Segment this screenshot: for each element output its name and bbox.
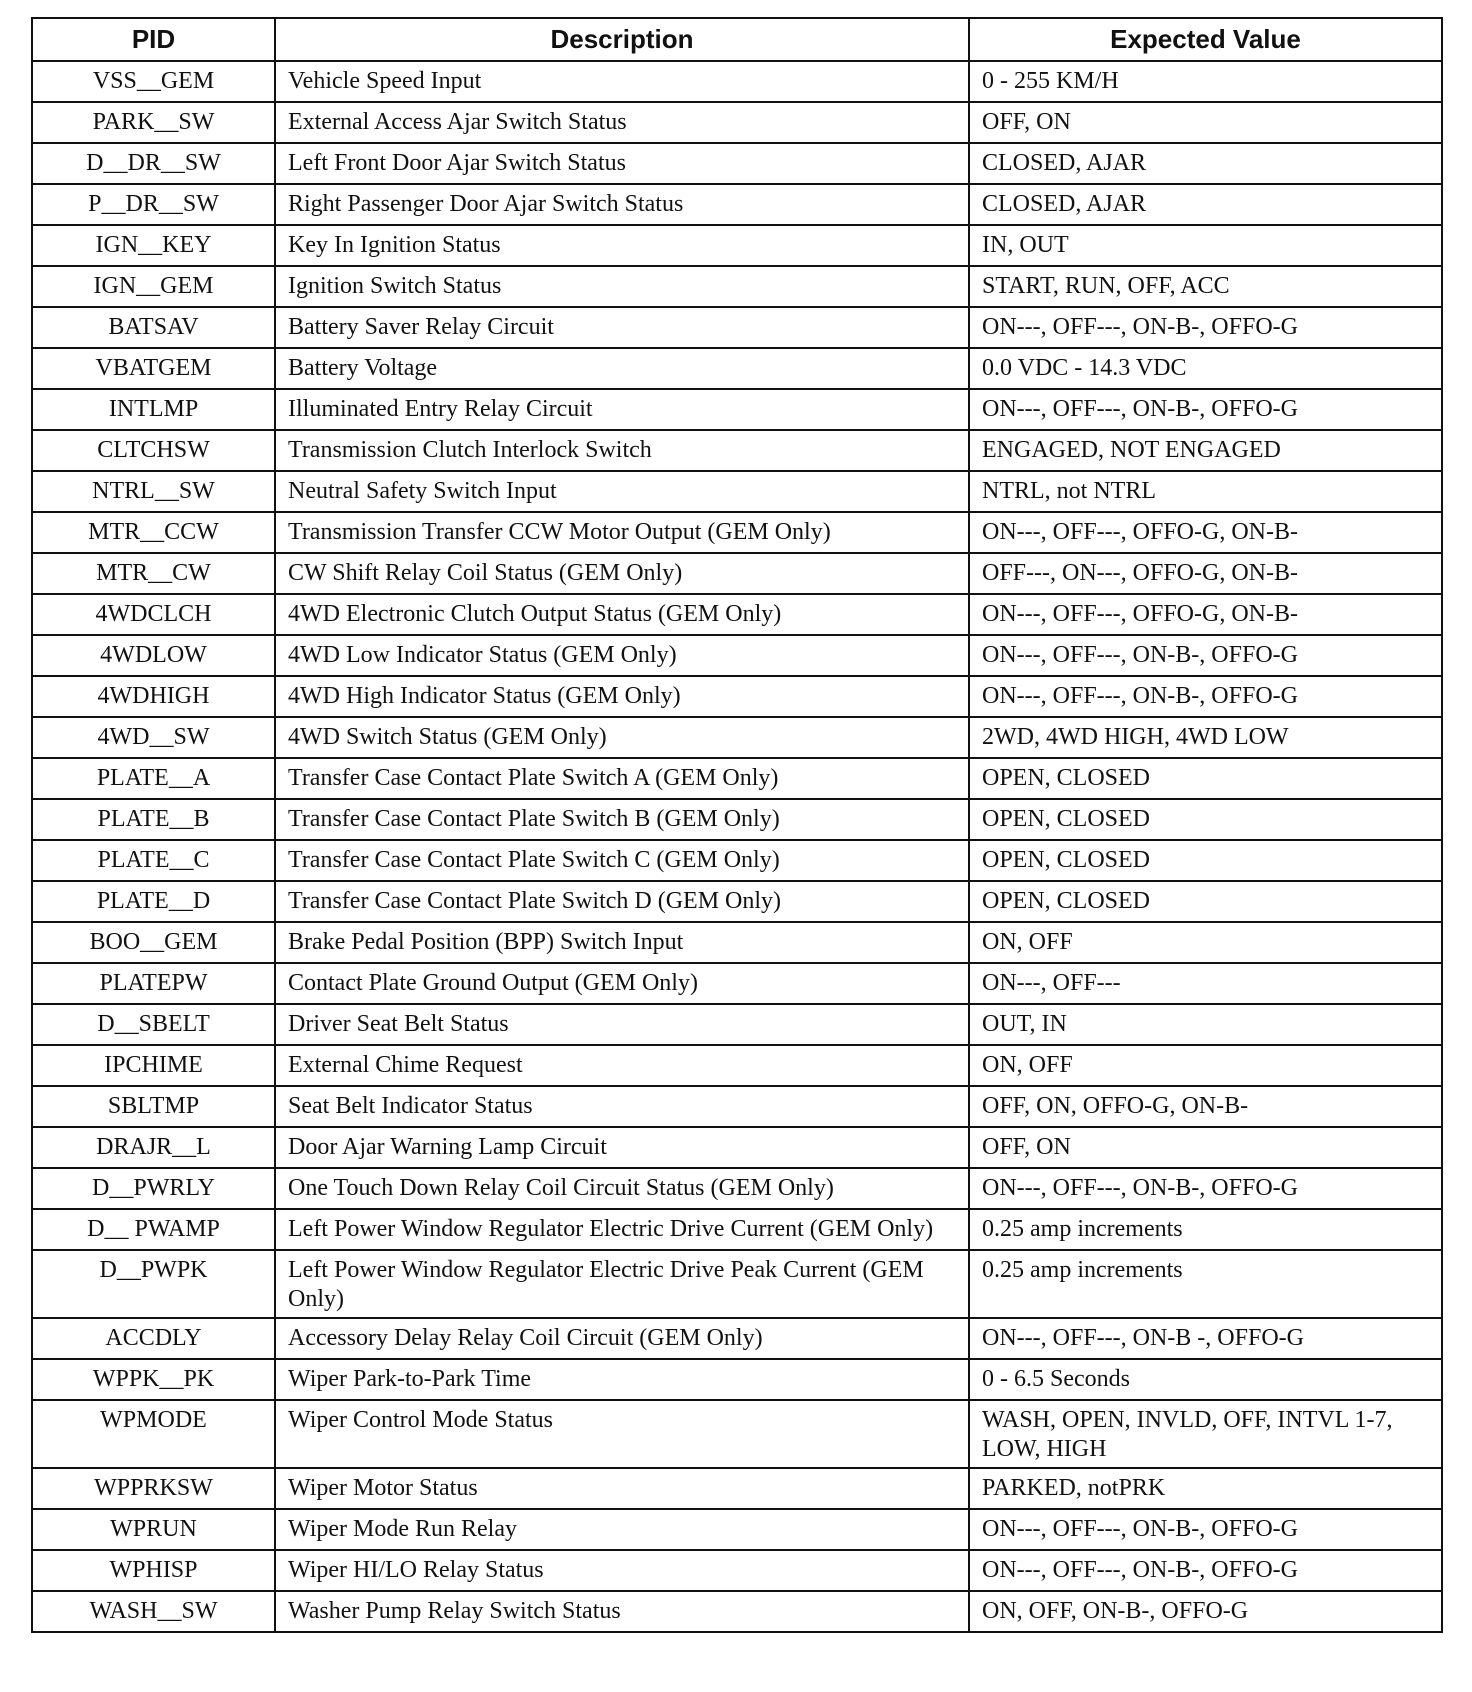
table-row xyxy=(32,1168,1442,1209)
cell-description: Vehicle Speed Input xyxy=(275,61,969,102)
cell-pid: IGN__KEY xyxy=(32,225,275,266)
table-row xyxy=(32,1127,1442,1168)
cell-description: Wiper Park-to-Park Time xyxy=(275,1359,969,1400)
table-body xyxy=(32,61,1442,1632)
cell-description: CW Shift Relay Coil Status (GEM Only) xyxy=(275,553,969,594)
cell-expected-value: CLOSED, AJAR xyxy=(969,143,1442,184)
cell-pid: 4WDCLCH xyxy=(32,594,275,635)
cell-pid: D__PWRLY xyxy=(32,1168,275,1209)
table-row xyxy=(32,430,1442,471)
cell-pid: 4WDLOW xyxy=(32,635,275,676)
cell-expected-value: ENGAGED, NOT ENGAGED xyxy=(969,430,1442,471)
cell-expected-value: ON, OFF xyxy=(969,922,1442,963)
cell-pid: P__DR__SW xyxy=(32,184,275,225)
cell-description: Illuminated Entry Relay Circuit xyxy=(275,389,969,430)
cell-description: Wiper Control Mode Status xyxy=(275,1400,969,1468)
cell-expected-value: ON---, OFF---, ON-B-, OFFO-G xyxy=(969,1168,1442,1209)
cell-expected-value: ON---, OFF--- xyxy=(969,963,1442,1004)
table-row xyxy=(32,512,1442,553)
cell-description: Driver Seat Belt Status xyxy=(275,1004,969,1045)
cell-pid: BATSAV xyxy=(32,307,275,348)
cell-description: 4WD High Indicator Status (GEM Only) xyxy=(275,676,969,717)
cell-expected-value: ON---, OFF---, ON-B-, OFFO-G xyxy=(969,635,1442,676)
cell-expected-value: ON---, OFF---, OFFO-G, ON-B- xyxy=(969,594,1442,635)
cell-expected-value: WASH, OPEN, INVLD, OFF, INTVL 1-7, LOW, HIGH xyxy=(969,1400,1442,1468)
cell-description: Wiper Mode Run Relay xyxy=(275,1509,969,1550)
cell-description: Battery Voltage xyxy=(275,348,969,389)
table-row xyxy=(32,225,1442,266)
cell-pid: INTLMP xyxy=(32,389,275,430)
table-row xyxy=(32,1045,1442,1086)
cell-description: Left Power Window Regulator Electric Drive Current (GEM Only) xyxy=(275,1209,969,1250)
table-header-row xyxy=(32,18,1442,61)
table-row xyxy=(32,1318,1442,1359)
cell-pid: VBATGEM xyxy=(32,348,275,389)
header-description: Description xyxy=(275,18,969,61)
cell-pid: BOO__GEM xyxy=(32,922,275,963)
cell-pid: WPPRKSW xyxy=(32,1468,275,1509)
cell-pid: PLATE__D xyxy=(32,881,275,922)
table-row xyxy=(32,1509,1442,1550)
cell-description: Seat Belt Indicator Status xyxy=(275,1086,969,1127)
cell-description: Left Front Door Ajar Switch Status xyxy=(275,143,969,184)
cell-description: 4WD Electronic Clutch Output Status (GEM Only) xyxy=(275,594,969,635)
cell-expected-value: OFF, ON xyxy=(969,102,1442,143)
cell-expected-value: ON, OFF, ON-B-, OFFO-G xyxy=(969,1591,1442,1632)
cell-expected-value: 0.25 amp increments xyxy=(969,1250,1442,1318)
table-row xyxy=(32,143,1442,184)
cell-expected-value: OFF, ON, OFFO-G, ON-B- xyxy=(969,1086,1442,1127)
cell-pid: CLTCHSW xyxy=(32,430,275,471)
cell-description: External Access Ajar Switch Status xyxy=(275,102,969,143)
cell-pid: IPCHIME xyxy=(32,1045,275,1086)
cell-pid: MTR__CCW xyxy=(32,512,275,553)
cell-expected-value: CLOSED, AJAR xyxy=(969,184,1442,225)
cell-description: 4WD Low Indicator Status (GEM Only) xyxy=(275,635,969,676)
cell-expected-value: ON---, OFF---, OFFO-G, ON-B- xyxy=(969,512,1442,553)
table-row xyxy=(32,471,1442,512)
cell-pid: 4WDHIGH xyxy=(32,676,275,717)
table-row xyxy=(32,266,1442,307)
cell-expected-value: OPEN, CLOSED xyxy=(969,758,1442,799)
cell-description: External Chime Request xyxy=(275,1045,969,1086)
cell-description: One Touch Down Relay Coil Circuit Status (GEM Only) xyxy=(275,1168,969,1209)
table-row xyxy=(32,717,1442,758)
cell-pid: ACCDLY xyxy=(32,1318,275,1359)
table-row xyxy=(32,676,1442,717)
table-row xyxy=(32,102,1442,143)
table-row xyxy=(32,1359,1442,1400)
cell-description: Transfer Case Contact Plate Switch A (GEM Only) xyxy=(275,758,969,799)
cell-description: Transfer Case Contact Plate Switch C (GEM Only) xyxy=(275,840,969,881)
cell-pid: D__ PWAMP xyxy=(32,1209,275,1250)
table-row xyxy=(32,1250,1442,1318)
cell-expected-value: NTRL, not NTRL xyxy=(969,471,1442,512)
table-row xyxy=(32,1209,1442,1250)
cell-description: Washer Pump Relay Switch Status xyxy=(275,1591,969,1632)
cell-description: Ignition Switch Status xyxy=(275,266,969,307)
cell-description: Wiper HI/LO Relay Status xyxy=(275,1550,969,1591)
table-row xyxy=(32,1400,1442,1468)
cell-pid: WPHISP xyxy=(32,1550,275,1591)
cell-pid: VSS__GEM xyxy=(32,61,275,102)
cell-description: Transmission Transfer CCW Motor Output (GEM Only) xyxy=(275,512,969,553)
table-row xyxy=(32,840,1442,881)
header-expected-value: Expected Value xyxy=(969,18,1442,61)
cell-description: Transfer Case Contact Plate Switch D (GEM Only) xyxy=(275,881,969,922)
table-row xyxy=(32,1591,1442,1632)
cell-description: Battery Saver Relay Circuit xyxy=(275,307,969,348)
cell-description: Door Ajar Warning Lamp Circuit xyxy=(275,1127,969,1168)
table-row xyxy=(32,635,1442,676)
cell-pid: WASH__SW xyxy=(32,1591,275,1632)
table-row xyxy=(32,389,1442,430)
cell-expected-value: 0 - 255 KM/H xyxy=(969,61,1442,102)
cell-pid: PLATE__C xyxy=(32,840,275,881)
cell-description: Brake Pedal Position (BPP) Switch Input xyxy=(275,922,969,963)
cell-expected-value: OPEN, CLOSED xyxy=(969,799,1442,840)
header-pid: PID xyxy=(32,18,275,61)
cell-pid: WPRUN xyxy=(32,1509,275,1550)
cell-description: Transfer Case Contact Plate Switch B (GEM Only) xyxy=(275,799,969,840)
cell-expected-value: ON---, OFF---, ON-B-, OFFO-G xyxy=(969,307,1442,348)
table-row xyxy=(32,963,1442,1004)
cell-pid: MTR__CW xyxy=(32,553,275,594)
cell-pid: 4WD__SW xyxy=(32,717,275,758)
cell-pid: D__DR__SW xyxy=(32,143,275,184)
cell-expected-value: ON---, OFF---, ON-B -, OFFO-G xyxy=(969,1318,1442,1359)
cell-pid: WPPK__PK xyxy=(32,1359,275,1400)
table-row xyxy=(32,553,1442,594)
table-row xyxy=(32,61,1442,102)
table-row xyxy=(32,922,1442,963)
table-row xyxy=(32,184,1442,225)
cell-pid: DRAJR__L xyxy=(32,1127,275,1168)
table-row xyxy=(32,1550,1442,1591)
cell-pid: D__SBELT xyxy=(32,1004,275,1045)
cell-description: 4WD Switch Status (GEM Only) xyxy=(275,717,969,758)
cell-description: Key In Ignition Status xyxy=(275,225,969,266)
table-row xyxy=(32,1468,1442,1509)
table-row xyxy=(32,1004,1442,1045)
cell-expected-value: OFF, ON xyxy=(969,1127,1442,1168)
cell-expected-value: ON---, OFF---, ON-B-, OFFO-G xyxy=(969,1550,1442,1591)
pid-table-sheet xyxy=(31,17,1441,1633)
cell-description: Right Passenger Door Ajar Switch Status xyxy=(275,184,969,225)
cell-expected-value: ON---, OFF---, ON-B-, OFFO-G xyxy=(969,1509,1442,1550)
cell-description: Contact Plate Ground Output (GEM Only) xyxy=(275,963,969,1004)
cell-pid: SBLTMP xyxy=(32,1086,275,1127)
cell-expected-value: OPEN, CLOSED xyxy=(969,881,1442,922)
cell-description: Accessory Delay Relay Coil Circuit (GEM Only) xyxy=(275,1318,969,1359)
cell-expected-value: OUT, IN xyxy=(969,1004,1442,1045)
cell-pid: WPMODE xyxy=(32,1400,275,1468)
cell-pid: D__PWPK xyxy=(32,1250,275,1318)
table-row xyxy=(32,348,1442,389)
cell-pid: NTRL__SW xyxy=(32,471,275,512)
table-row xyxy=(32,758,1442,799)
cell-expected-value: 0.0 VDC - 14.3 VDC xyxy=(969,348,1442,389)
cell-pid: PARK__SW xyxy=(32,102,275,143)
cell-expected-value: ON---, OFF---, ON-B-, OFFO-G xyxy=(969,676,1442,717)
cell-expected-value: ON---, OFF---, ON-B-, OFFO-G xyxy=(969,389,1442,430)
cell-expected-value: PARKED, notPRK xyxy=(969,1468,1442,1509)
cell-expected-value: OFF---, ON---, OFFO-G, ON-B- xyxy=(969,553,1442,594)
cell-expected-value: ON, OFF xyxy=(969,1045,1442,1086)
cell-pid: PLATE__B xyxy=(32,799,275,840)
table-row xyxy=(32,594,1442,635)
cell-expected-value: START, RUN, OFF, ACC xyxy=(969,266,1442,307)
cell-description: Transmission Clutch Interlock Switch xyxy=(275,430,969,471)
cell-expected-value: 0 - 6.5 Seconds xyxy=(969,1359,1442,1400)
cell-pid: PLATE__A xyxy=(32,758,275,799)
cell-description: Left Power Window Regulator Electric Drive Peak Current (GEM Only) xyxy=(275,1250,969,1318)
table-row xyxy=(32,799,1442,840)
table-row xyxy=(32,881,1442,922)
cell-expected-value: IN, OUT xyxy=(969,225,1442,266)
cell-expected-value: 0.25 amp increments xyxy=(969,1209,1442,1250)
cell-pid: PLATEPW xyxy=(32,963,275,1004)
table-row xyxy=(32,307,1442,348)
cell-description: Wiper Motor Status xyxy=(275,1468,969,1509)
table-row xyxy=(32,1086,1442,1127)
cell-expected-value: OPEN, CLOSED xyxy=(969,840,1442,881)
cell-expected-value: 2WD, 4WD HIGH, 4WD LOW xyxy=(969,717,1442,758)
pid-table xyxy=(31,17,1443,1633)
cell-description: Neutral Safety Switch Input xyxy=(275,471,969,512)
cell-pid: IGN__GEM xyxy=(32,266,275,307)
